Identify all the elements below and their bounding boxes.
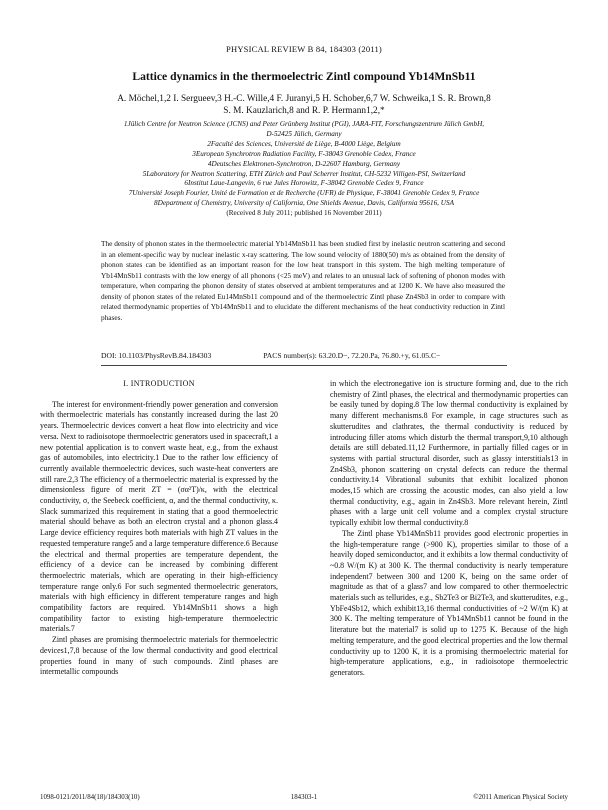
footer-copyright: ©2011 American Physical Society <box>473 794 568 801</box>
pacs-numbers: PACS number(s): 63.20.D−, 72.20.Pa, 76.80.+y, 61.05.C− <box>263 351 441 360</box>
affiliation-line: 6Institut Laue-Langevin, 6 rue Jules Horowitz, F-38042 Grenoble Cedex 9, France <box>184 179 424 188</box>
affiliation-line: 7Université Joseph Fourier, Unité de Formation et de Recherche (UFR) de Physique, F-38041 Grenoble Cedex 9, France <box>128 189 480 198</box>
affiliation-line: 3European Synchrotron Radiation Facility, F-38043 Grenoble Cedex, France <box>192 149 416 158</box>
author-line-1: A. Möchel,1,2 I. Sergueev,3 H.-C. Wille,4 F. Juranyi,5 H. Schober,6,7 W. Schweika,1 S. R. Brown,8 <box>117 94 491 104</box>
footer-issn: 1098-0121/2011/84(18)/184303(10) <box>40 794 140 801</box>
affiliation-line: 4Deutsches Elektronen-Synchrotron, D-22607 Hamburg, Germany <box>207 159 401 168</box>
abstract-divider <box>101 365 507 366</box>
affiliation-line: 8Department of Chemistry, University of California, One Shields Avenue, Davis, California 95616, USA <box>154 199 454 208</box>
affiliation-list <box>40 120 568 219</box>
section-heading: I. INTRODUCTION <box>123 379 195 388</box>
author-list <box>60 93 548 117</box>
affiliation-line: 5Laboratory for Neutron Scattering, ETH Zürich and Paul Scherrer Institut, CH-5232 Villigen-PSI, Switzerland <box>142 169 466 178</box>
doi-link[interactable]: DOI: 10.1103/PhysRevB.84.184303 <box>101 351 212 360</box>
affiliation-line: 1Jülich Centre for Neutron Science (JCNS) and Peter Grünberg Institut (PGI), JARA-FIT, Forschungszentrum Jülich GmbH, <box>123 120 485 128</box>
left-column <box>40 379 278 678</box>
affiliation-line: D-52425 Jülich, Germany <box>266 129 342 138</box>
body-paragraph: The Zintl phase Yb14MnSb11 provides good electronic properties in the high-temperature range (>900 K), properties similar to those of a heavily doped semiconductor, and it exhibits a low thermal conductivity of ~0.8 W/(m K) at 300 K. The thermal conductivity is nearly temperature independent7 between 300 and 1200 K, being on the same order of magnitude as that of a glass7 and low compared to other thermoelectric materials such as tellurides, e.g., Sb2Te3 or Bi2Te3, and skutterudites, e.g., YbFe4Sb12, which exhibit13,16 thermal conductivities of ~2 W/(m K) at 300 K. The melting temperature of Yb14MnSb11 cannot be found in the literature but the material7 is solid up to 1275 K. Because of the high melting temperature, and the good electrical properties and the low thermal conductivity up to 1200 K, it is a promising thermoelectric material for high-temperature applications, e.g., in radioisotope thermoelectric generators. <box>330 528 568 677</box>
right-column <box>330 379 568 679</box>
affiliation-line: 2Faculté des Sciences, Université de Liège, B-4000 Liège, Belgium <box>207 139 401 148</box>
abstract: The density of phonon states in the thermoelectric material Yb14MnSb11 has been studied first by inelastic neutron scattering and second in an element-specific way by nuclear inelastic x-ray scattering. The low sound velocity of 1880(50) m/s as obtained from the density of phonon states can be identified as an important reason for the low heat transport in this system. The high melting temperature of Yb14MnSb11 contrasts with the low energy of all phonons (<25 meV) and relates to an unusual lack of softening of phonon modes with temperature, when comparing the phonon density of states observed at ambient temperatures and at 1200 K. We have also measured the density of phonon states of the related Eu14MnSb11 compound and of the thermoelectric Zintl phase Zn4Sb3 in order to compare with related thermodynamic properties of Yb14MnSb11 and to elucidate the different mechanisms of the heat conductivity reduction in Zintl phases. <box>101 239 505 322</box>
received-date: (Received 8 July 2011; published 16 November 2011) <box>226 209 382 218</box>
footer-page-number: 184303-1 <box>290 794 318 801</box>
body-paragraph: in which the electronegative ion is structure forming and, due to the rich chemistry of Zintl phases, the electrical and thermodynamic properties can be easily tuned by doping.8 The low thermal conductivity is explained by many different mechanisms.8 For example, in cage structures such as skutterudites and clathrates, the thermal conductivity is reduced by introducing filler atoms which disturb the thermal transport,9,10 although details are still debated.11,12 Furthermore, in partially filled cages or in systems with partial structural disorder, such as glassy interstitials13 in Zn4Sb3, phonon scattering on crystal defects can reduce the thermal conductivity.14 Vibrational subunits that exhibit localized phonon modes,15 which are crossing the acoustic modes, can also yield a low thermal conductivity, e.g., again in Zn4Sb3. More relevant herein, Zintl phases with a large unit cell volume and a complex crystal structure typically exhibit low thermal conductivity.8 <box>330 379 568 528</box>
body-paragraph: Zintl phases are promising thermoelectric materials for thermoelectric devices1,7,8 because of the low thermal conductivity and good electrical properties found in many of such compounds. Zintl phases are intermetallic compounds <box>40 635 278 677</box>
author-line-2: S. M. Kauzlarich,8 and R. P. Hermann1,2,* <box>223 106 385 116</box>
paper-title: Lattice dynamics in the thermoelectric Zintl compound Yb14MnSb11 <box>132 70 476 83</box>
journal-header: PHYSICAL REVIEW B 84, 184303 (2011) <box>226 44 382 54</box>
body-paragraph: The interest for environment-friendly power generation and conversion with thermoelectric materials has constantly increased during the last 20 years. Thermoelectric devices convert a heat flow into electricity and vice versa. Next to radioisotope thermoelectric generators used in spacecraft,1 a new potential application is to convert waste heat, e.g., from the exhaust gas of automobiles, into electricity.1 Due to the rather low efficiency of currently available thermoelectric devices, such waste-heat converters are still rare.2,3 The efficiency of a thermoelectric material is expressed by the dimensionless figure of merit ZT = (σα²T)/κ, with the electrical conductivity, σ, the Seebeck coefficient, α, and the thermal conductivity, κ. Slack summarized this requirement in stating that a good thermoelectric material should behave as both an electron crystal and a phonon glass.4 Large device efficiency requires both materials with high ZT values in the requested temperature range5 and a large temperature difference.6 Because the electrical and thermal properties are temperature dependent, the efficiency of a device can be increased by combining different thermoelectric materials, which are operating in their high-efficiency temperature range only.6 For such segmented thermoelectric generators, materials with high efficiency in different temperature ranges and high compatibility factors are required. Yb14MnSb11 shows a high compatibility factor to existing high-temperature thermoelectric materials.7 <box>40 399 278 634</box>
doi-pacs-line <box>101 351 521 360</box>
